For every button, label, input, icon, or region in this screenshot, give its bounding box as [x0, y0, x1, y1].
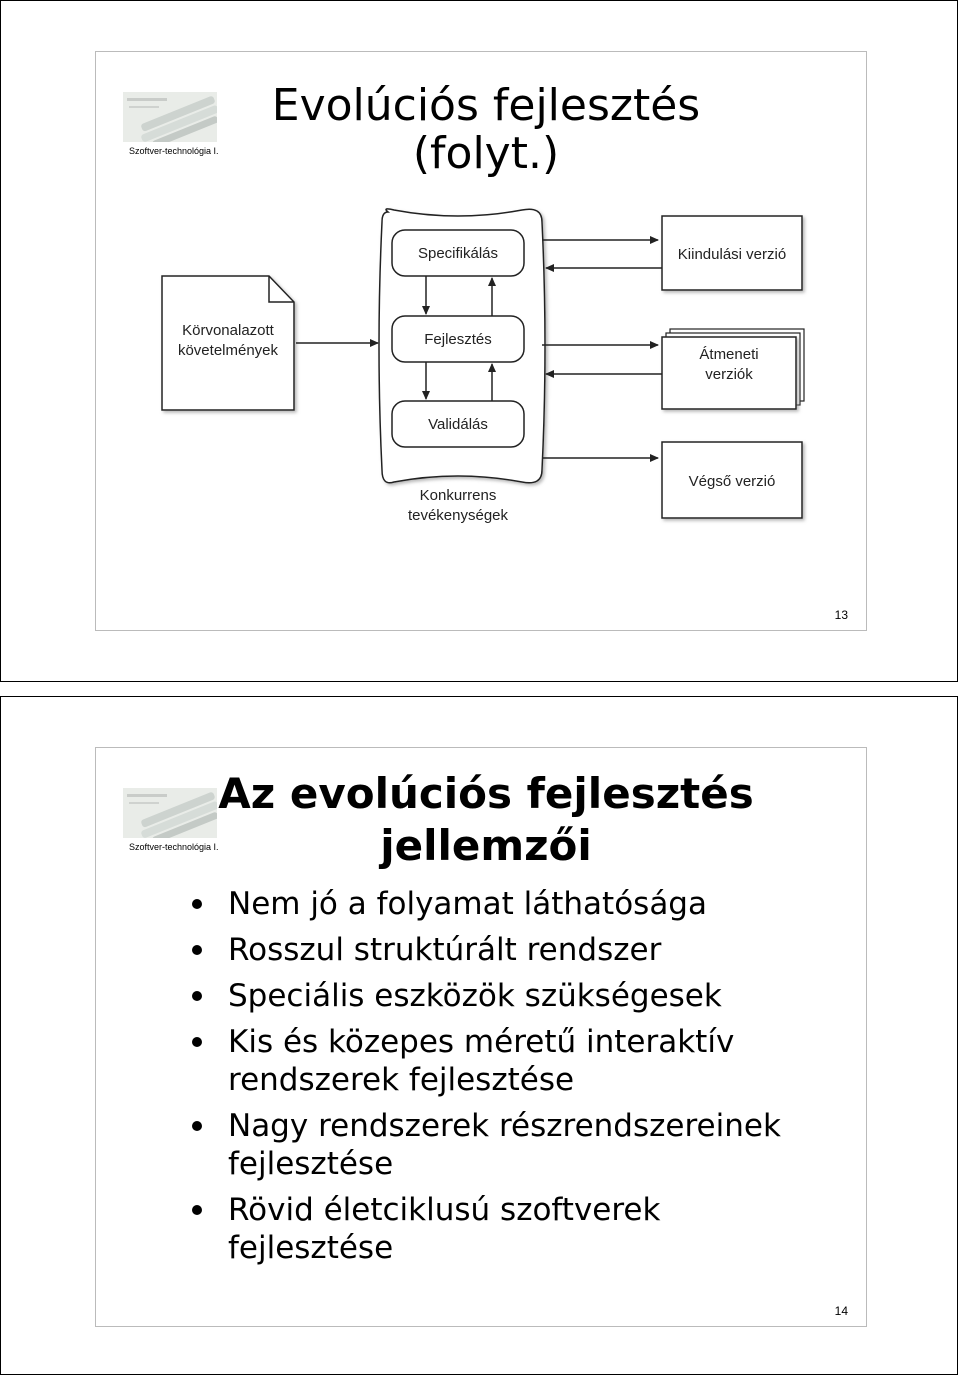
- bullet-item: Rosszul struktúrált rendszer: [192, 931, 852, 969]
- validation-box: [392, 401, 524, 447]
- requirements-document: [162, 276, 294, 410]
- course-logo-image: [123, 92, 217, 142]
- page-slide-13: [0, 0, 958, 682]
- logo-caption: Szoftver-technológia I.: [129, 146, 219, 156]
- bullet-item: Kis és közepes méretű interaktív rendszerek fejlesztése: [192, 1023, 852, 1099]
- requirements-label-line1: Körvonalazott: [182, 322, 274, 339]
- intermediate-versions-stack: [662, 329, 804, 409]
- specification-box: [392, 230, 524, 276]
- initial-version-box: [662, 216, 802, 290]
- page-number: 14: [834, 1304, 848, 1318]
- specification-label: Specifikálás: [417, 245, 499, 262]
- evolutionary-process-diagram: [96, 202, 868, 622]
- intermediate-label-line2: verziók: [705, 366, 753, 383]
- initial-version-label: Kiindulási verzió: [677, 246, 787, 263]
- course-logo-image: [123, 788, 217, 838]
- page-number: 13: [834, 608, 848, 622]
- final-version-label: Végső verzió: [688, 473, 776, 490]
- slide-13: [95, 51, 867, 631]
- slide-title-line2: jellemzői: [380, 821, 592, 870]
- final-version-box: [662, 442, 802, 518]
- slide-14: [95, 747, 867, 1327]
- bullet-item: Speciális eszközök szükségesek: [192, 977, 852, 1015]
- development-box: [392, 316, 524, 362]
- slide-title: [236, 82, 736, 179]
- concurrent-label-line2: tevékenységek: [407, 507, 509, 524]
- slide-title-line1: Evolúciós fejlesztés: [271, 80, 701, 131]
- intermediate-label-line1: Átmeneti: [699, 346, 759, 363]
- slide-title-line2: (folyt.): [412, 128, 560, 180]
- concurrent-label-line1: Konkurrens: [419, 487, 497, 504]
- logo-caption: Szoftver-technológia I.: [129, 842, 219, 852]
- slide-title-line1: Az evolúciós fejlesztés: [218, 769, 754, 818]
- requirements-label-line2: követelmények: [177, 342, 279, 359]
- validation-label: Validálás: [428, 416, 488, 433]
- slide-title: [206, 768, 766, 872]
- development-label: Fejlesztés: [424, 331, 492, 348]
- bullet-item: Nagy rendszerek részrendszereinek fejlesztése: [192, 1107, 852, 1183]
- page-slide-14: [0, 696, 958, 1375]
- bullet-list: [192, 885, 852, 1275]
- bullet-item: Rövid életciklusú szoftverek fejlesztése: [192, 1191, 852, 1267]
- bullet-item: Nem jó a folyamat láthatósága: [192, 885, 852, 923]
